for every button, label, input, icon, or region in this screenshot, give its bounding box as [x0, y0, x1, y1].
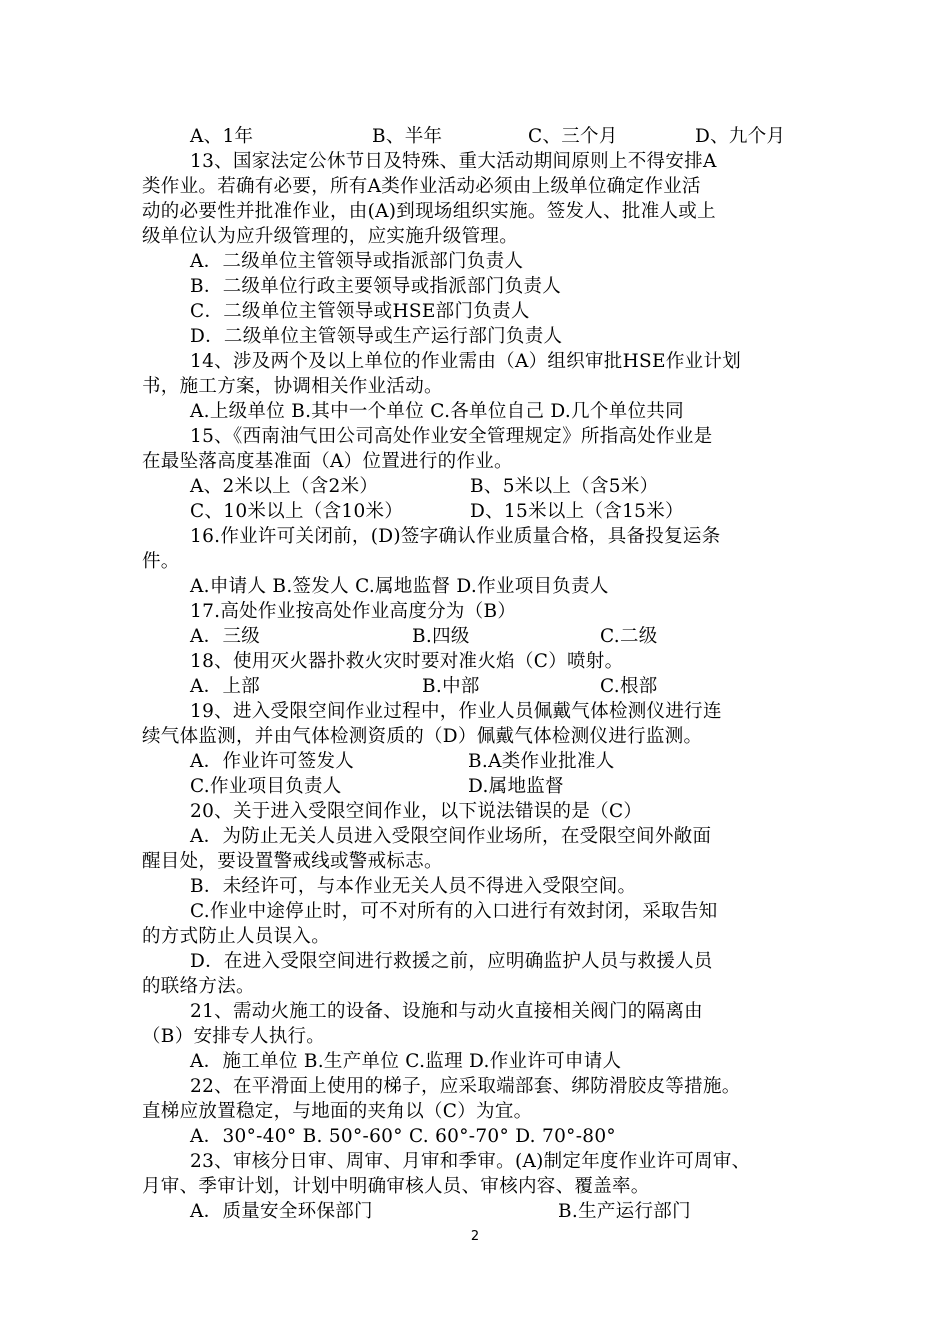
question-19-line: 续气体监测，并由气体检测资质的（D）佩戴气体检测仪进行监测。	[142, 726, 703, 747]
option-line: A．二级单位主管领导或指派部门负责人	[190, 251, 524, 272]
option-c: C.二级	[600, 626, 658, 647]
option-c: C、10米以上（含10米）	[190, 501, 404, 522]
question-13-line: 13、国家法定公休节日及特殊、重大活动期间原则上不得安排A	[190, 151, 717, 172]
question-16-line: 16.作业许可关闭前，(D)签字确认作业质量合格，具备投复运条	[190, 526, 721, 547]
question-15-line: 在最坠落高度基准面（A）位置进行的作业。	[142, 451, 513, 472]
option-b: B.生产运行部门	[558, 1201, 691, 1222]
option-line: A.上级单位 B.其中一个单位 C.各单位自己 D.几个单位共同	[190, 401, 684, 422]
option-b: B.A类作业批准人	[468, 751, 615, 772]
option-a: A．三级	[190, 626, 261, 647]
question-13-line: 动的必要性并批准作业，由(A)到现场组织实施。签发人、批准人或上	[142, 201, 716, 222]
option-line: D．二级单位主管领导或生产运行部门负责人	[190, 326, 563, 347]
option-line: A．施工单位 B.生产单位 C.监理 D.作业许可申请人	[190, 1051, 622, 1072]
option-line: 的联络方法。	[142, 976, 255, 997]
option-line: 醒目处，要设置警戒线或警戒标志。	[142, 851, 443, 872]
question-17-line: 17.高处作业按高处作业高度分为（B）	[190, 601, 517, 622]
option-line: D．在进入受限空间进行救援之前，应明确监护人员与救援人员	[190, 951, 713, 972]
question-14-line: 书，施工方案，协调相关作业活动。	[142, 376, 443, 397]
option-line: C．二级单位主管领导或HSE部门负责人	[190, 301, 530, 322]
question-14-line: 14、涉及两个及以上单位的作业需由（A）组织审批HSE作业计划	[190, 351, 742, 372]
page-number: 2	[470, 1229, 480, 1244]
option-b: B.四级	[412, 626, 470, 647]
option-d: D.属地监督	[468, 776, 564, 797]
option-c: C、三个月	[528, 126, 618, 147]
option-line: A．为防止无关人员进入受限空间作业场所，在受限空间外敞面	[190, 826, 712, 847]
question-21-line: （B）安排专人执行。	[142, 1026, 326, 1047]
option-a: A、2米以上（含2米）	[190, 476, 379, 497]
question-16-line: 件。	[142, 551, 180, 572]
option-line: B．未经许可，与本作业无关人员不得进入受限空间。	[190, 876, 637, 897]
option-b: B、5米以上（含5米）	[470, 476, 659, 497]
option-a: A．质量安全环保部门	[190, 1201, 373, 1222]
option-b: B、半年	[372, 126, 443, 147]
option-line: 的方式防止人员误入。	[142, 926, 331, 947]
option-a: A．上部	[190, 676, 261, 697]
option-c: C.作业项目负责人	[190, 776, 342, 797]
question-22-line: 22、在平滑面上使用的梯子，应采取端部套、绑防滑胶皮等措施。	[190, 1076, 741, 1097]
option-d: D、九个月	[695, 126, 786, 147]
option-b: B.中部	[422, 676, 480, 697]
option-a: A、1年	[190, 126, 254, 147]
option-c: C.根部	[600, 676, 658, 697]
question-15-line: 15、《西南油气田公司高处作业安全管理规定》所指高处作业是	[190, 426, 713, 447]
question-23-line: 23、审核分日审、周审、月审和季审。(A)制定年度作业许可周审、	[190, 1151, 751, 1172]
question-23-line: 月审、季审计划，计划中明确审核人员、审核内容、覆盖率。	[142, 1176, 650, 1197]
question-18-line: 18、使用灭火器扑救火灾时要对准火焰（C）喷射。	[190, 651, 624, 672]
question-22-line: 直梯应放置稳定，与地面的夹角以（C）为宜。	[142, 1101, 533, 1122]
question-19-line: 19、进入受限空间作业过程中，作业人员佩戴气体检测仪进行连	[190, 701, 722, 722]
option-line: A．30°-40° B. 50°-60° C. 60°-70° D. 70°-80°	[190, 1126, 616, 1147]
option-d: D、15米以上（含15米）	[470, 501, 684, 522]
question-13-line: 类作业。若确有必要，所有A类作业活动必须由上级单位确定作业活	[142, 176, 701, 197]
question-21-line: 21、需动火施工的设备、设施和与动火直接相关阀门的隔离由	[190, 1001, 703, 1022]
option-a: A．作业许可签发人	[190, 751, 355, 772]
question-13-line: 级单位认为应升级管理的，应实施升级管理。	[142, 226, 519, 247]
question-20-line: 20、关于进入受限空间作业，以下说法错误的是（C）	[190, 801, 643, 822]
option-line: A.申请人 B.签发人 C.属地监督 D.作业项目负责人	[190, 576, 609, 597]
option-line: C.作业中途停止时，可不对所有的入口进行有效封闭，采取告知	[190, 901, 718, 922]
option-line: B．二级单位行政主要领导或指派部门负责人	[190, 276, 562, 297]
